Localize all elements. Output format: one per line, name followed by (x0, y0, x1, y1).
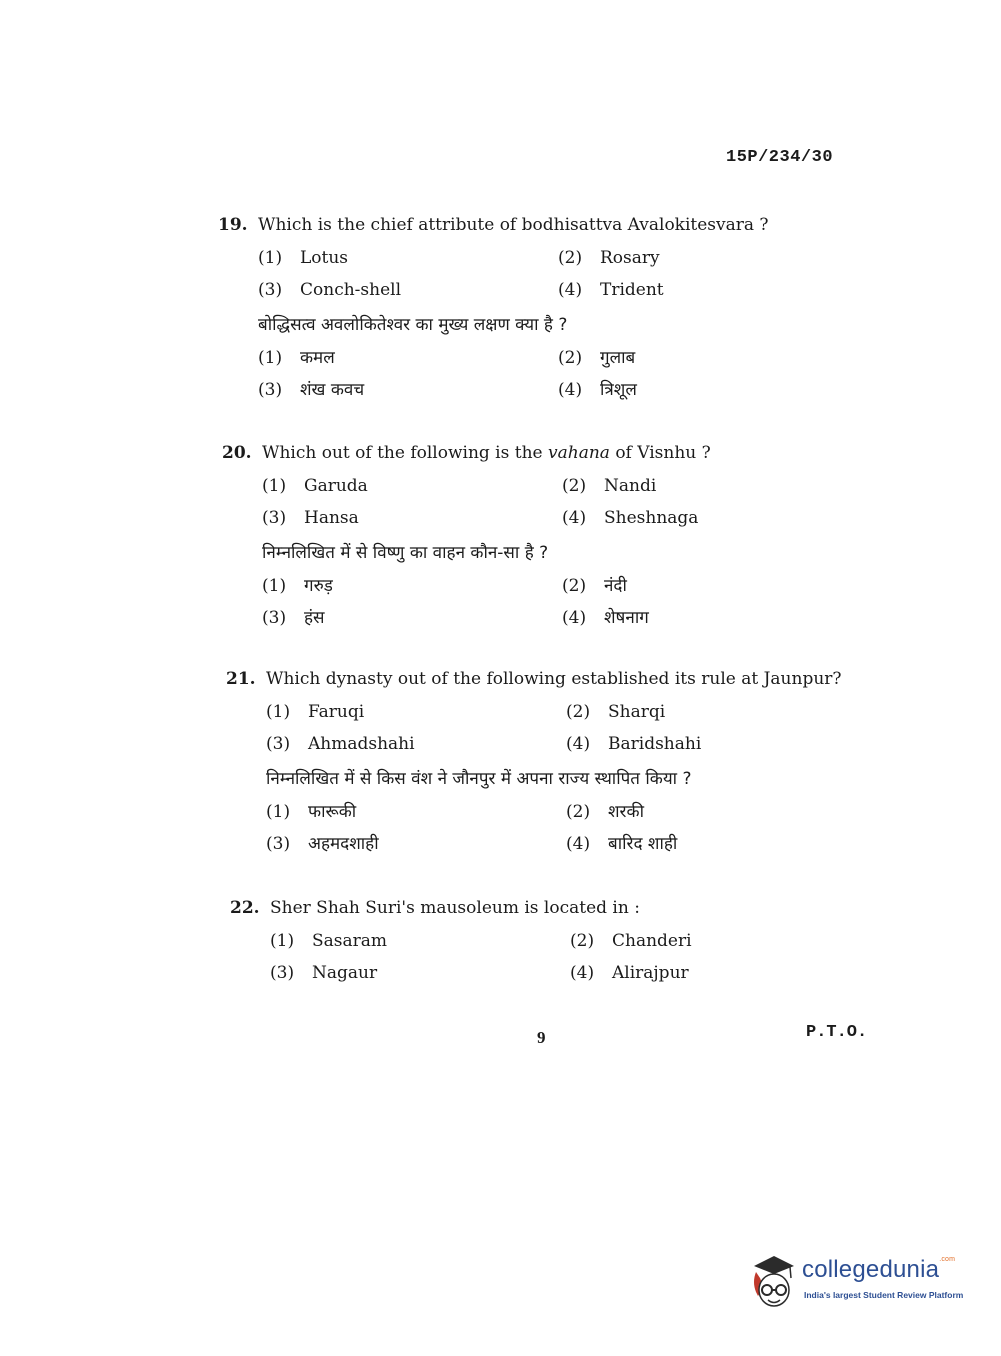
option-text: कमल (300, 348, 335, 368)
option-2 (570, 931, 870, 951)
option-2 (566, 802, 866, 822)
question-21 (226, 668, 886, 854)
logo-suffix: .com (939, 1256, 956, 1263)
question-22 (230, 897, 870, 983)
option-number: (3) (262, 508, 287, 528)
option-number: (2) (562, 476, 587, 496)
question-number: 21. (226, 669, 256, 689)
options-english (266, 702, 886, 754)
option-text: Lotus (300, 248, 349, 268)
option-4 (566, 834, 866, 854)
option-1 (258, 348, 558, 368)
logo-wordmark (802, 1256, 955, 1284)
option-number: (4) (562, 608, 587, 628)
pto-label: P.T.O. (806, 1023, 868, 1042)
options-hindi (262, 576, 862, 628)
option-1 (262, 576, 562, 596)
logo-tagline: India's largest Student Review Platform (804, 1290, 964, 1300)
page-number: 9 (537, 1028, 546, 1047)
option-text: Alirajpur (612, 963, 689, 983)
option-4 (570, 963, 870, 983)
option-number: (4) (570, 963, 595, 983)
option-number: (2) (566, 702, 591, 722)
option-number: (2) (566, 802, 591, 822)
option-number: (1) (262, 476, 287, 496)
option-text: गरुड़ (304, 576, 333, 596)
question-number: 19. (218, 215, 248, 235)
option-number: (3) (270, 963, 295, 983)
option-text: Ahmadshahi (308, 734, 415, 754)
option-3 (262, 608, 562, 628)
options-english (270, 931, 870, 983)
mascot-icon (744, 1252, 800, 1314)
logo-name-text: collegedunia (802, 1256, 940, 1283)
option-text: शेषनाग (604, 608, 649, 628)
option-text: Conch-shell (300, 280, 402, 300)
option-2 (562, 476, 862, 496)
option-text: शरकी (608, 802, 644, 822)
option-4 (566, 734, 866, 754)
question-text-hindi: निम्नलिखित में से विष्णु का वाहन कौन-सा है ? (262, 543, 549, 563)
option-2 (566, 702, 866, 722)
option-1 (266, 702, 566, 722)
option-4 (562, 508, 862, 528)
option-1 (270, 931, 570, 951)
option-number: (4) (558, 280, 583, 300)
question-19 (218, 214, 858, 400)
option-text: Sharqi (608, 702, 666, 722)
option-number: (1) (266, 802, 291, 822)
option-number: (1) (270, 931, 295, 951)
options-english (262, 476, 862, 528)
question-text: Sher Shah Suri's mausoleum is located in : (270, 898, 640, 918)
options-english (258, 248, 858, 300)
option-text: Hansa (304, 508, 359, 528)
question-text: Which is the chief attribute of bodhisattva Avalokitesvara ? (258, 215, 769, 235)
option-number: (4) (562, 508, 587, 528)
option-text: Trident (600, 280, 664, 300)
option-1 (258, 248, 558, 268)
option-text: Nandi (604, 476, 657, 496)
option-1 (266, 802, 566, 822)
question-text-part: Which out of the following is the (262, 443, 548, 463)
question-text-part: of Visnhu ? (609, 443, 711, 463)
option-text: नंदी (604, 576, 627, 596)
option-number: (1) (262, 576, 287, 596)
option-2 (558, 348, 858, 368)
option-text: Chanderi (612, 931, 692, 951)
option-number: (2) (558, 348, 583, 368)
option-text: त्रिशूल (600, 380, 637, 400)
option-3 (270, 963, 570, 983)
collegedunia-logo (744, 1252, 974, 1322)
question-20 (222, 442, 862, 628)
option-3 (258, 380, 558, 400)
question-text-italic: vahana (548, 443, 610, 463)
question-text (262, 442, 862, 464)
option-text: शंख कवच (300, 380, 365, 400)
option-4 (558, 380, 858, 400)
option-number: (3) (266, 834, 291, 854)
question-text-hindi: निम्नलिखित में से किस वंश ने जौनपुर में अपना राज्य स्थापित किया ? (266, 769, 692, 789)
paper-code: 15P/234/30 (726, 148, 834, 167)
options-hindi (266, 802, 886, 854)
option-2 (562, 576, 862, 596)
option-number: (2) (558, 248, 583, 268)
option-3 (266, 834, 566, 854)
option-number: (4) (558, 380, 583, 400)
question-text-hindi: बोद्धिसत्व अवलोकितेश्वर का मुख्य लक्षण क्या है ? (258, 315, 568, 335)
option-text: हंस (304, 608, 325, 628)
option-number: (4) (566, 834, 591, 854)
option-4 (562, 608, 862, 628)
option-3 (266, 734, 566, 754)
option-text: Sasaram (312, 931, 388, 951)
option-text: Rosary (600, 248, 660, 268)
option-text: Baridshahi (608, 734, 702, 754)
option-4 (558, 280, 858, 300)
option-2 (558, 248, 858, 268)
option-number: (1) (258, 248, 283, 268)
option-number: (3) (258, 280, 283, 300)
option-number: (3) (266, 734, 291, 754)
option-3 (262, 508, 562, 528)
option-text: गुलाब (600, 348, 636, 368)
option-number: (3) (262, 608, 287, 628)
option-1 (262, 476, 562, 496)
option-text: Nagaur (312, 963, 378, 983)
option-text: Sheshnaga (604, 508, 699, 528)
option-text: Garuda (304, 476, 368, 496)
option-text: Faruqi (308, 702, 365, 722)
question-number: 22. (230, 898, 260, 918)
question-number: 20. (222, 443, 252, 463)
option-number: (2) (570, 931, 595, 951)
option-number: (1) (266, 702, 291, 722)
option-number: (1) (258, 348, 283, 368)
options-hindi (258, 348, 858, 400)
option-number: (4) (566, 734, 591, 754)
question-text: Which dynasty out of the following established its rule at Jaunpur? (266, 669, 842, 689)
option-text: फारूकी (308, 802, 357, 822)
option-3 (258, 280, 558, 300)
option-number: (2) (562, 576, 587, 596)
option-number: (3) (258, 380, 283, 400)
option-text: अहमदशाही (308, 834, 379, 854)
option-text: बारिद शाही (608, 834, 678, 854)
